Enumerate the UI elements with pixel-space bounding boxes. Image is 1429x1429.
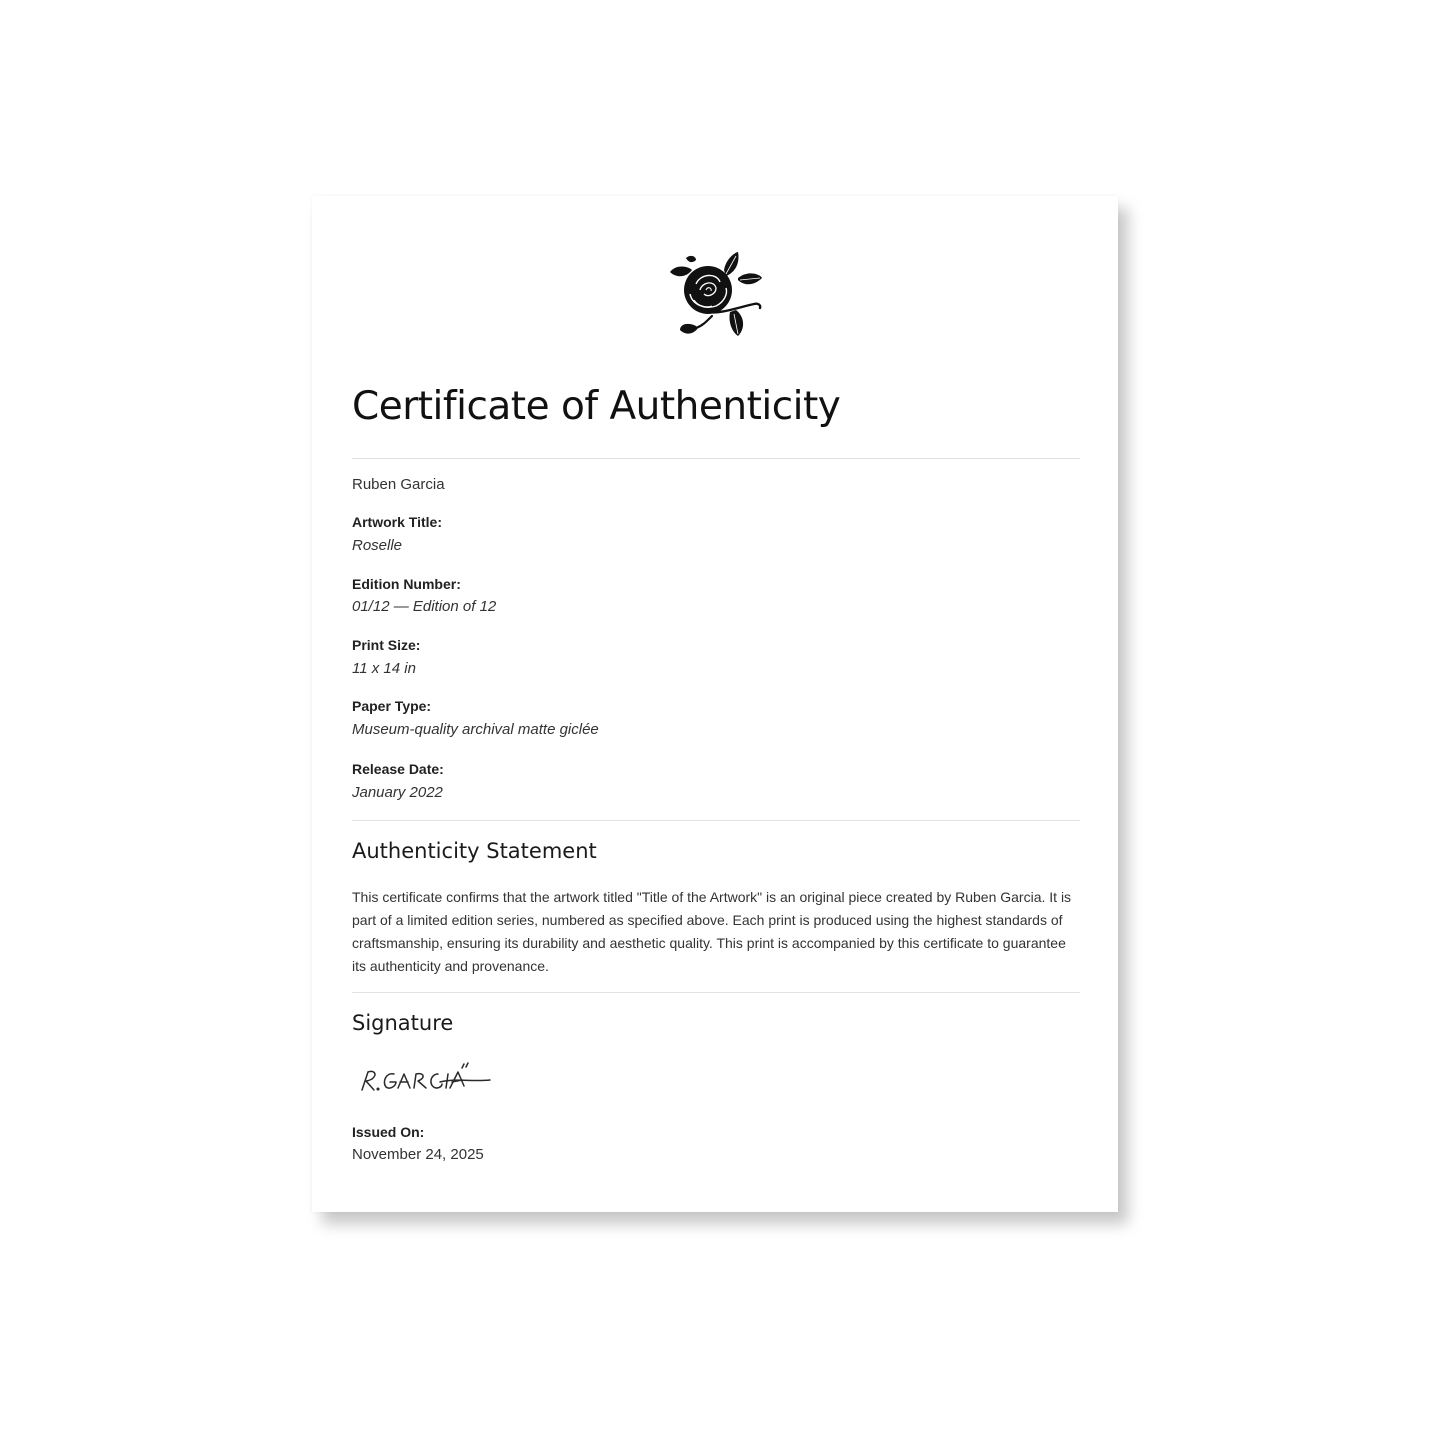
print-size-value: 11 x 14 in [352, 660, 416, 677]
artwork-title-label: Artwork Title: [352, 514, 442, 530]
release-date-label: Release Date: [352, 761, 444, 777]
artwork-title-value: Roselle [352, 537, 403, 554]
statement-heading: Authenticity Statement [352, 839, 597, 863]
issued-on-label: Issued On: [352, 1124, 425, 1140]
signature-heading: Signature [352, 1011, 454, 1035]
issued-on-date: November 24, 2025 [352, 1146, 484, 1163]
print-size-label: Print Size: [352, 637, 421, 653]
certificate-sheet [312, 196, 1118, 1212]
edition-number-value: 01/12 — Edition of 12 [352, 598, 497, 615]
signature-image [354, 1060, 504, 1100]
divider [352, 458, 1080, 459]
paper-type-value: Museum-quality archival matte giclée [352, 721, 599, 738]
divider [352, 992, 1080, 993]
release-date-value: January 2022 [352, 784, 443, 801]
divider [352, 820, 1080, 821]
artist-name: Ruben Garcia [352, 476, 445, 493]
rose-icon [666, 250, 766, 336]
certificate-title: Certificate of Authenticity [352, 384, 841, 429]
statement-text: This certificate confirms that the artwork titled "Title of the Artwork" is an original piece created by Ruben Garcia. It is part of a limited edition series, numbered as specified above. Each print is produced using the highest standards of craftsmanship, ensuring its durability and aesthetic quality. This print is accompanied by this certificate to guarantee its authenticity and provenance. [352, 889, 1072, 974]
edition-number-label: Edition Number: [352, 576, 461, 592]
paper-type-label: Paper Type: [352, 698, 432, 714]
